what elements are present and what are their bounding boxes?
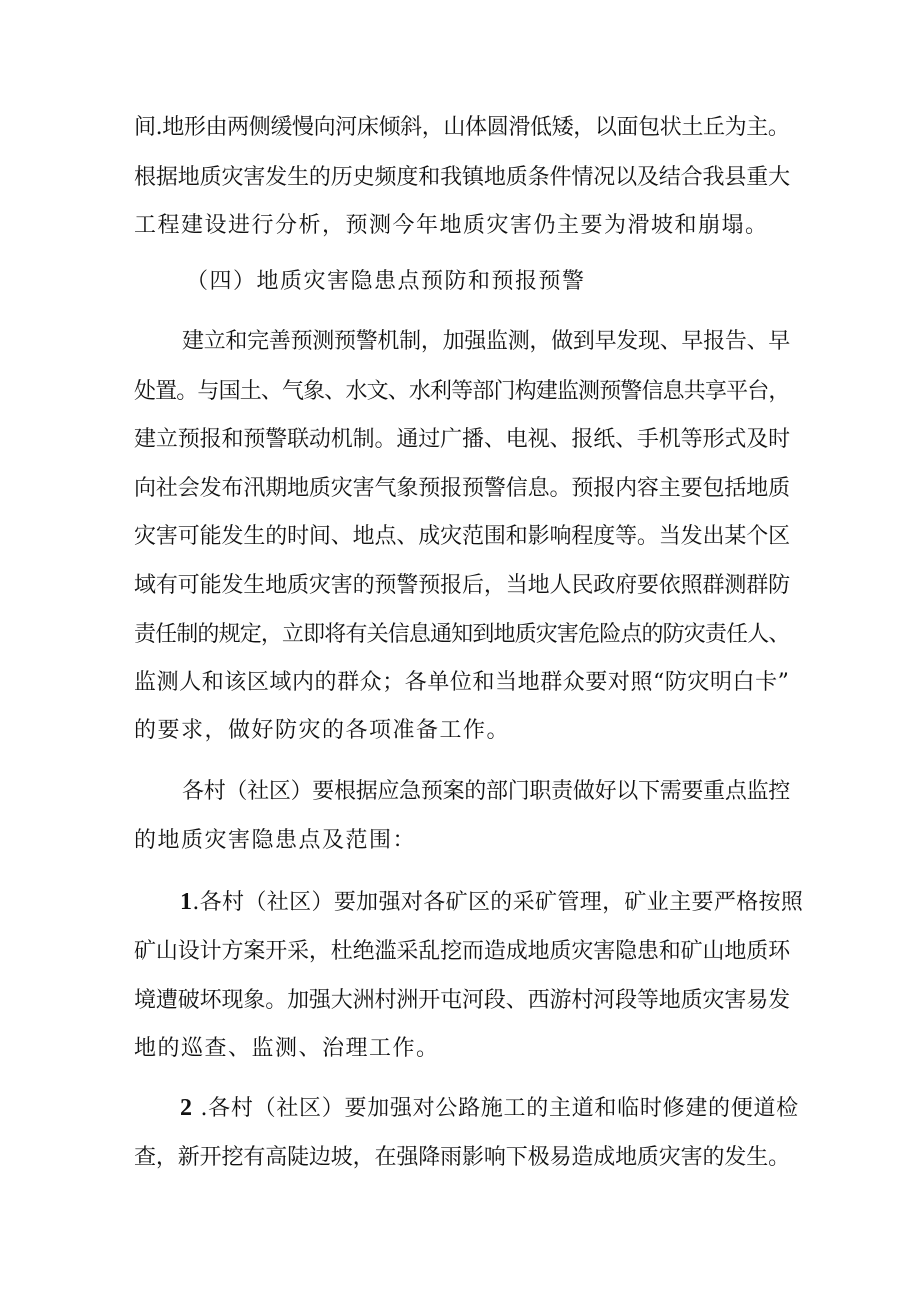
list-item-1-line [180, 887, 803, 917]
text-line: 各村（社区）要根据应急预案的部门职责做好以下需要重点监控 [182, 779, 791, 804]
text-line: 的地质灾害隐患点及范围： [134, 828, 417, 853]
text-line: 矿山设计方案开采，杜绝滥采乱挖而造成地质灾害隐患和矿山地质环 [134, 939, 791, 964]
text-line: 地的巡查、监测、治理工作。 [134, 1036, 440, 1061]
list-item-text: .各村（社区）要加强对公路施工的主道和临时修建的便道检 [192, 1096, 799, 1121]
text-line: 的要求，做好防灾的各项准备工作。 [134, 718, 511, 743]
text-line: 间.地形由两侧缓慢向河床倾斜，山体圆滑低矮，以面包状土丘为主。 [134, 115, 790, 140]
list-number: 2 [180, 1095, 193, 1121]
text-line: 向社会发布汛期地质灾害气象预报预警信息。预报内容主要包括地质 [134, 476, 791, 501]
text-line: 查，新开挖有高陡边坡，在强降雨影响下极易造成地质灾害的发生。 [134, 1145, 791, 1170]
list-item-text: .各村（社区）要加强对各矿区的采矿管理，矿业主要严格按照 [192, 890, 804, 915]
text-line: 处置。与国土、气象、水文、水利等部门构建监测预警信息共享平台， [134, 379, 790, 404]
text-line: 责任制的规定，立即将有关信息通知到地质灾害危险点的防灾责任人、 [134, 622, 790, 647]
text-line: 域有可能发生地质灾害的预警预报后，当地人民政府要依照群测群防 [134, 573, 791, 598]
text-line: 灾害可能发生的时间、地点、成灾范围和影响程度等。当发出某个区 [134, 524, 791, 549]
text-line: 境遭破坏现象。加强大洲村洲开屯河段、西游村河段等地质灾害易发 [134, 988, 791, 1013]
list-number: 1 [180, 889, 193, 915]
text-line: 工程建设进行分析，预测今年地质灾害仍主要为滑坡和崩塌。 [134, 213, 769, 238]
text-line: 监测人和该区域内的群众；各单位和当地群众要对照“防灾明白卡” [134, 670, 790, 695]
section-heading-text: （四）地质灾害隐患点预防和预报预警 [186, 269, 586, 294]
text-line: 根据地质灾害发生的历史频度和我镇地质条件情况以及结合我县重大 [134, 165, 791, 190]
text-line: 建立和完善预测预警机制，加强监测，做到早发现、早报告、早 [182, 329, 791, 354]
text-line: 建立预报和预警联动机制。通过广播、电视、报纸、手机等形式及时 [134, 427, 791, 452]
list-item-2-line [180, 1093, 799, 1123]
